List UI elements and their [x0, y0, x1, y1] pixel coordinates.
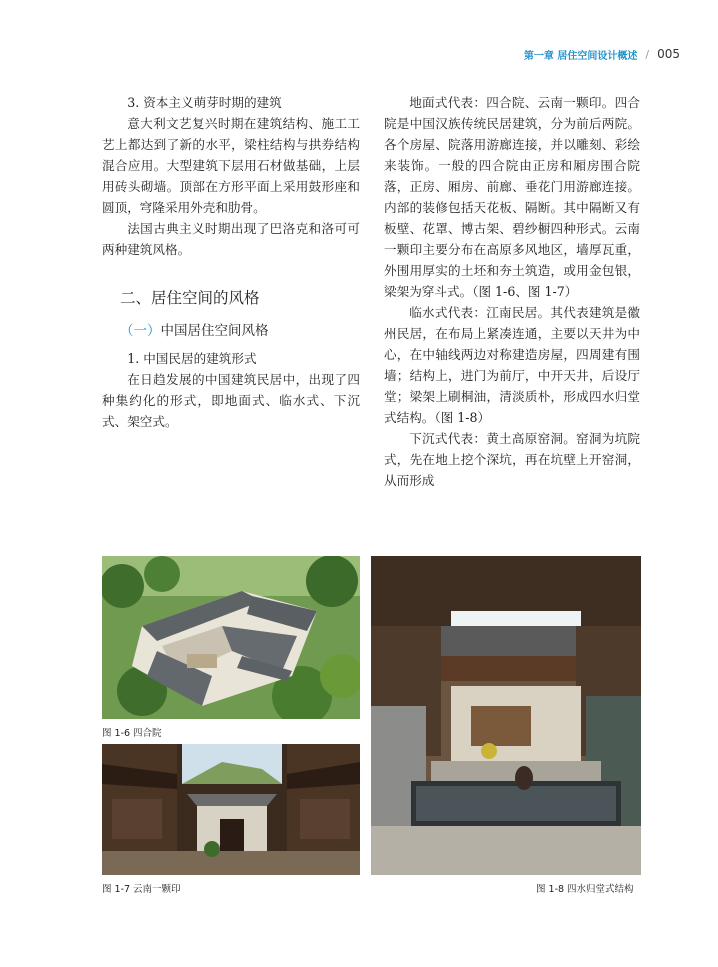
left-text-column — [102, 92, 360, 432]
figure-yikeyin-image — [102, 744, 360, 875]
item-heading-1: 1. 中国民居的建筑形式 — [127, 351, 257, 366]
figure-siheyuan-image — [102, 556, 360, 719]
subsection-number: （一） — [120, 323, 161, 339]
paragraph-sunken-type: 下沉式代表：黄土高原窑洞。窑洞为坑院式，先在地上挖个深坑，再在坑壁上开窑洞，从而形成 — [384, 431, 640, 488]
figure-caption-1-7: 图 1-7 云南一颗印 — [102, 884, 181, 895]
figure-sishuiguitang-image — [371, 556, 641, 875]
running-header — [470, 46, 680, 62]
figure-caption-1-6: 图 1-6 四合院 — [102, 728, 162, 739]
section-title: 二、居住空间的风格 — [120, 289, 260, 307]
figure-caption-1-8: 图 1-8 四水归堂式结构 — [536, 884, 634, 895]
subsection-heading-3: 3. 资本主义萌芽时期的建筑 — [127, 95, 282, 110]
paragraph-ground-type: 地面式代表：四合院、云南一颗印。四合院是中国汉族传统民居建筑，分为前后两院。各个房屋、院落用游廊连接，并以雕刻、彩绘来装饰。一般的四合院由正房和厢房围合院落，正房、厢房、前廊、垂花门用游廊连接。内部的装修包括天花板、隔断。其中隔断又有板壁、花罩、博古架、碧纱橱四种形式。云南一颗印主要分布在高原多风地区，墙厚瓦重，外围用厚实的土坯和夯土筑造，或用金包银，梁架为穿斗式。（图 1-6、图 1-7） — [384, 95, 640, 299]
paragraph-four-forms: 在日趋发展的中国建筑民居中，出现了四种集约化的形式，即地面式、临水式、下沉式、架空式。 — [102, 372, 360, 429]
subsection-title-text: 中国居住空间风格 — [160, 323, 269, 339]
paragraph-waterside-type: 临水式代表：江南民居。其代表建筑是徽州民居，在布局上紧凑连通，主要以天井为中心，在中轴线两边对称建造房屋，四周建有围墙；结构上，进门为前厅，中开天井，后设厅堂；梁架上刷桐油，清淡质朴，形成四水归堂式结构。（图 1-8） — [384, 305, 640, 425]
paragraph-baroque: 法国古典主义时期出现了巴洛克和洛可可两种建筑风格。 — [102, 221, 360, 257]
page-number: 005 — [657, 47, 680, 61]
right-text-column — [384, 92, 640, 491]
paragraph-renaissance: 意大利文艺复兴时期在建筑结构、施工工艺上都达到了新的水平，梁柱结构与拱券结构混合应用。大型建筑下层用石材做基础，上层用砖头砌墙。顶部在方形平面上采用鼓形座和圆顶，穹隆采用外壳和肋骨。 — [102, 116, 360, 215]
subsection-title — [102, 321, 360, 342]
chapter-title: 第一章 居住空间设计概述 — [523, 50, 638, 62]
header-separator: / — [645, 47, 650, 61]
